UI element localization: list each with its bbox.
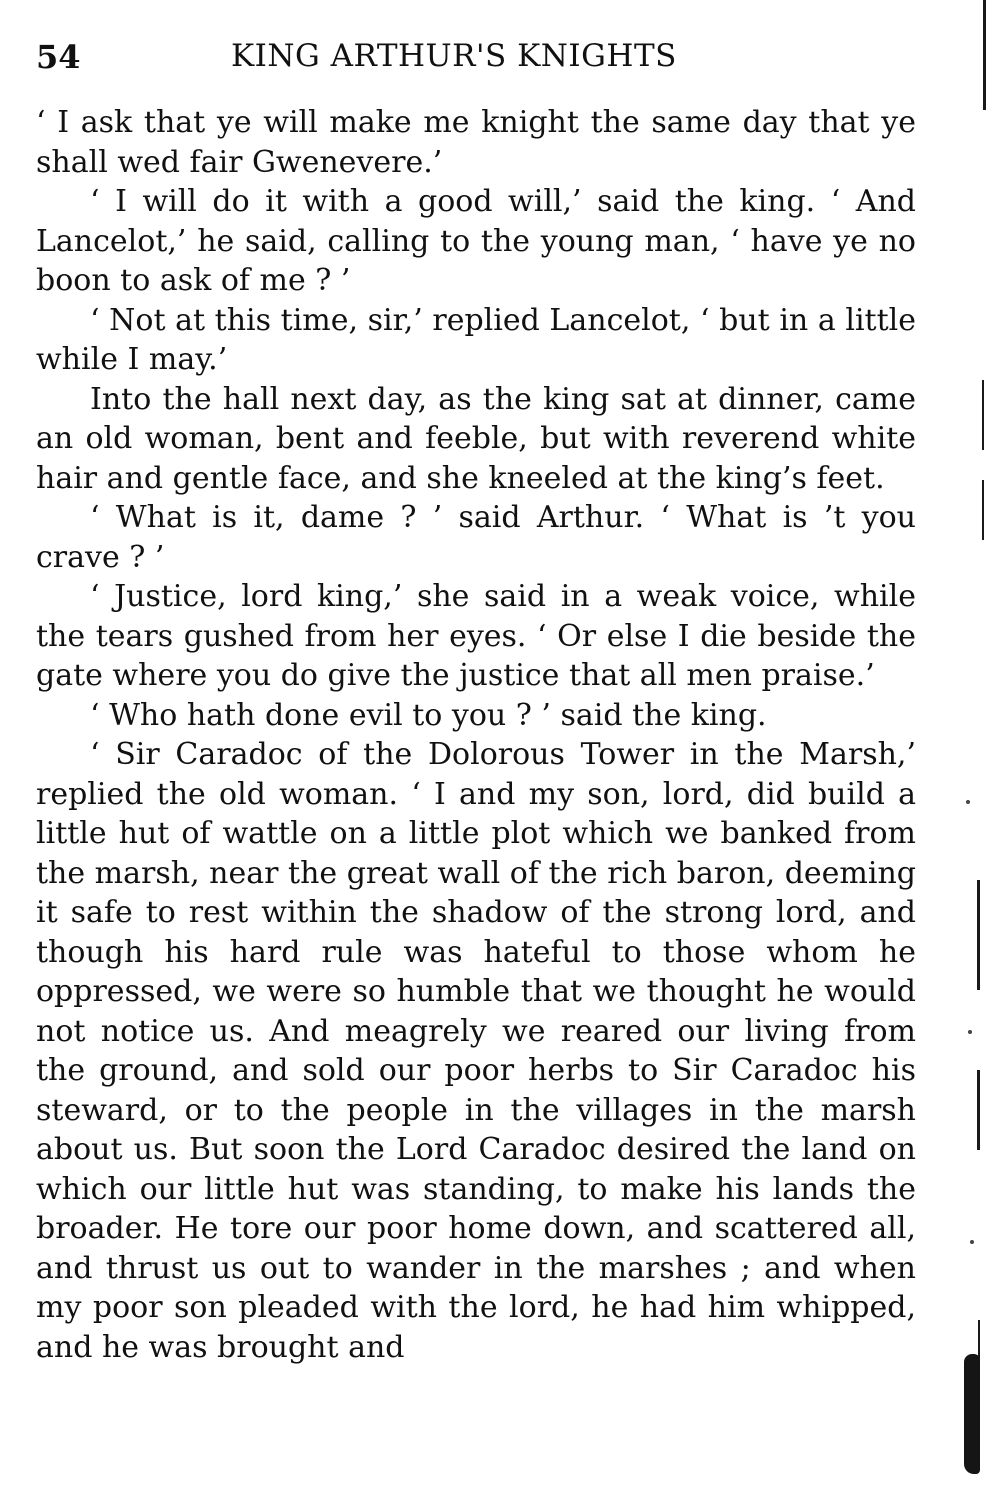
page-edge-scan-artifacts: [964, 0, 1000, 1492]
edge-speck: [970, 1240, 974, 1244]
paragraph: ‘ Who hath done evil to you ? ’ said the king.: [90, 697, 767, 733]
edge-speck: [968, 1030, 972, 1034]
edge-line: [983, 0, 986, 110]
edge-line: [977, 880, 980, 990]
paragraph: ‘ What is it, dame ? ’ said Arthur. ‘ What is ’t you crave ? ’: [36, 500, 916, 575]
edge-ink-blot: [964, 1354, 980, 1474]
edge-line: [977, 1070, 980, 1150]
page-header: [36, 38, 916, 82]
edge-line: [982, 380, 984, 450]
running-head: KING ARTHUR'S KNIGHTS: [231, 38, 677, 74]
paragraph: Into the hall next day, as the king sat at dinner, came an old woman, bent and feeble, but with reverend white hair and gentle face, and she kneeled at the king’s feet.: [36, 381, 916, 496]
edge-line: [982, 480, 984, 540]
paragraph: ‘ Not at this time, sir,’ replied Lancelot, ‘ but in a little while I may.’: [36, 302, 916, 377]
body-text: [36, 103, 916, 1367]
page-number: 54: [36, 38, 81, 76]
edge-speck: [966, 800, 970, 804]
paragraph: ‘ Sir Caradoc of the Dolorous Tower in the Marsh,’ replied the old woman. ‘ I and my son, lord, did build a little hut of wattle on a little plot which we banked from the marsh, near the great wall of the rich baron, deeming it safe to rest within the shadow of the strong lord, and though his hard rule was hateful to those whom he oppressed, we were so humble that we thought he would not notice us. And meagrely we reared our living from the ground, and sold our poor herbs to Sir Caradoc his steward, or to the people in the villages in the marsh about us. But soon the Lord Caradoc desired the land on which our little hut was standing, to make his lands the broader. He tore our poor home down, and scattered all, and thrust us out to wander in the marshes ; and when my poor son pleaded with the lord, he had him whipped, and he was brought and: [36, 737, 916, 1365]
paragraph: ‘ I ask that ye will make me knight the same day that ye shall wed fair Gwenevere.’: [36, 105, 916, 180]
paragraph: ‘ Justice, lord king,’ she said in a weak voice, while the tears gushed from her eyes. ‘ Or else I die beside the gate where you do give the justice that all men praise.’: [36, 579, 916, 693]
paragraph: ‘ I will do it with a good will,’ said the king. ‘ And Lancelot,’ he said, calling to the young man, ‘ have ye no boon to ask of me ? ’: [36, 184, 916, 298]
